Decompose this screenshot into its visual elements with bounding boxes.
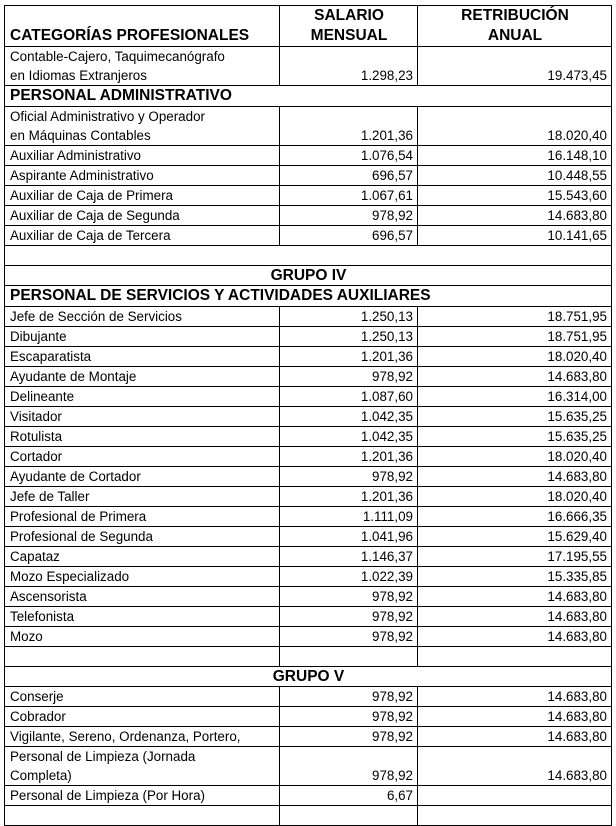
table-row xyxy=(5,707,612,727)
annual-cell: 18.020,40 xyxy=(418,347,612,367)
table-row xyxy=(5,367,612,387)
category-cell: Auxiliar de Caja de Tercera xyxy=(5,226,280,246)
group-header-row xyxy=(5,266,612,286)
category-cell: Contable-Cajero, Taquimecanógrafo en Idiomas Extranjeros xyxy=(5,47,280,86)
table-row xyxy=(5,407,612,427)
section-header-row xyxy=(5,86,612,107)
header-monthly-salary: SALARIO MENSUAL xyxy=(280,6,418,47)
category-cell: Jefe de Sección de Servicios xyxy=(5,307,280,327)
annual-cell: 19.473,45 xyxy=(418,47,612,86)
monthly-cell: 1.076,54 xyxy=(280,146,418,166)
annual-cell: 10.448,55 xyxy=(418,166,612,186)
table-row xyxy=(5,447,612,467)
monthly-cell: 1.041,96 xyxy=(280,527,418,547)
category-cell: Auxiliar de Caja de Segunda xyxy=(5,206,280,226)
monthly-cell: 1.201,36 xyxy=(280,487,418,507)
annual-cell: 18.751,95 xyxy=(418,307,612,327)
annual-cell: 14.683,80 xyxy=(418,206,612,226)
category-cell: Telefonista xyxy=(5,607,280,627)
section-title-services: PERSONAL DE SERVICIOS Y ACTIVIDADES AUXILIARES xyxy=(5,286,612,307)
category-cell: Oficial Administrativo y Operador en Máquinas Contables xyxy=(5,107,280,146)
monthly-cell: 978,92 xyxy=(280,206,418,226)
annual-cell: 15.635,25 xyxy=(418,427,612,447)
table-row xyxy=(5,687,612,707)
table-row xyxy=(5,727,612,747)
monthly-cell: 978,92 xyxy=(280,627,418,647)
monthly-cell: 1.087,60 xyxy=(280,387,418,407)
table-row xyxy=(5,547,612,567)
annual-cell: 18.020,40 xyxy=(418,447,612,467)
annual-cell: 16.314,00 xyxy=(418,387,612,407)
category-cell: Ascensorista xyxy=(5,587,280,607)
table-row xyxy=(5,307,612,327)
blank-row xyxy=(5,246,612,266)
annual-cell: 15.635,25 xyxy=(418,407,612,427)
monthly-cell: 978,92 xyxy=(280,607,418,627)
table-row xyxy=(5,427,612,447)
annual-cell xyxy=(418,786,612,806)
annual-cell: 17.195,55 xyxy=(418,547,612,567)
table-row xyxy=(5,747,612,786)
blank-cell xyxy=(5,806,280,826)
blank-cell xyxy=(280,806,418,826)
annual-cell: 14.683,80 xyxy=(418,607,612,627)
annual-cell: 14.683,80 xyxy=(418,687,612,707)
annual-cell: 14.683,80 xyxy=(418,367,612,387)
salary-table xyxy=(4,5,612,826)
table-row xyxy=(5,487,612,507)
table-row xyxy=(5,587,612,607)
monthly-cell: 978,92 xyxy=(280,467,418,487)
category-cell: Ayudante de Montaje xyxy=(5,367,280,387)
category-cell: Capataz xyxy=(5,547,280,567)
monthly-cell: 1.111,09 xyxy=(280,507,418,527)
annual-cell: 14.683,80 xyxy=(418,707,612,727)
monthly-cell: 1.201,36 xyxy=(280,447,418,467)
table-row xyxy=(5,186,612,206)
monthly-cell: 1.201,36 xyxy=(280,347,418,367)
annual-cell: 14.683,80 xyxy=(418,587,612,607)
monthly-cell: 696,57 xyxy=(280,226,418,246)
monthly-cell: 6,67 xyxy=(280,786,418,806)
annual-cell: 10.141,65 xyxy=(418,226,612,246)
table-row xyxy=(5,347,612,367)
monthly-cell: 696,57 xyxy=(280,166,418,186)
table-row xyxy=(5,527,612,547)
table-header-row xyxy=(5,6,612,47)
table-row xyxy=(5,146,612,166)
category-cell: Profesional de Primera xyxy=(5,507,280,527)
category-cell: Cortador xyxy=(5,447,280,467)
annual-cell: 14.683,80 xyxy=(418,727,612,747)
category-cell: Cobrador xyxy=(5,707,280,727)
monthly-cell: 978,92 xyxy=(280,747,418,786)
annual-cell: 15.335,85 xyxy=(418,567,612,587)
annual-cell: 15.629,40 xyxy=(418,527,612,547)
monthly-cell: 978,92 xyxy=(280,687,418,707)
table-row xyxy=(5,627,612,647)
table-row xyxy=(5,467,612,487)
header-category: CATEGORÍAS PROFESIONALES xyxy=(5,6,280,47)
table-row xyxy=(5,327,612,347)
monthly-cell: 978,92 xyxy=(280,707,418,727)
blank-cell xyxy=(418,647,612,667)
monthly-cell: 978,92 xyxy=(280,587,418,607)
category-cell: Auxiliar de Caja de Primera xyxy=(5,186,280,206)
table-row xyxy=(5,387,612,407)
monthly-cell: 1.201,36 xyxy=(280,107,418,146)
section-title-administrative: PERSONAL ADMINISTRATIVO xyxy=(5,86,612,107)
annual-cell: 18.020,40 xyxy=(418,107,612,146)
blank-row xyxy=(5,806,612,826)
table-row xyxy=(5,226,612,246)
table-row xyxy=(5,166,612,186)
monthly-cell: 1.022,39 xyxy=(280,567,418,587)
monthly-cell: 1.250,13 xyxy=(280,327,418,347)
category-cell: Escaparatista xyxy=(5,347,280,367)
monthly-cell: 978,92 xyxy=(280,367,418,387)
monthly-cell: 1.042,35 xyxy=(280,427,418,447)
monthly-cell: 1.146,37 xyxy=(280,547,418,567)
blank-cell xyxy=(5,647,280,667)
annual-cell: 16.666,35 xyxy=(418,507,612,527)
table-row xyxy=(5,47,612,86)
annual-cell: 18.751,95 xyxy=(418,327,612,347)
monthly-cell: 1.250,13 xyxy=(280,307,418,327)
category-cell: Profesional de Segunda xyxy=(5,527,280,547)
blank-cell xyxy=(418,806,612,826)
category-cell: Conserje xyxy=(5,687,280,707)
table-row xyxy=(5,786,612,806)
category-cell: Jefe de Taller xyxy=(5,487,280,507)
annual-cell: 18.020,40 xyxy=(418,487,612,507)
header-annual-retribution: RETRIBUCIÓN ANUAL xyxy=(418,6,612,47)
category-cell: Auxiliar Administrativo xyxy=(5,146,280,166)
blank-row xyxy=(5,647,612,667)
table-row xyxy=(5,607,612,627)
monthly-cell: 1.067,61 xyxy=(280,186,418,206)
monthly-cell: 978,92 xyxy=(280,727,418,747)
category-cell: Aspirante Administrativo xyxy=(5,166,280,186)
category-cell: Mozo xyxy=(5,627,280,647)
group-header-row xyxy=(5,667,612,687)
table-row xyxy=(5,507,612,527)
annual-cell: 14.683,80 xyxy=(418,747,612,786)
category-cell: Dibujante xyxy=(5,327,280,347)
group-title-v: GRUPO V xyxy=(5,667,612,687)
table-row xyxy=(5,107,612,146)
category-cell: Visitador xyxy=(5,407,280,427)
category-cell: Delineante xyxy=(5,387,280,407)
category-cell: Rotulista xyxy=(5,427,280,447)
category-cell: Personal de Limpieza (Jornada Completa) xyxy=(5,747,280,786)
monthly-cell: 1.042,35 xyxy=(280,407,418,427)
annual-cell: 14.683,80 xyxy=(418,467,612,487)
category-cell: Vigilante, Sereno, Ordenanza, Portero, xyxy=(5,727,280,747)
monthly-cell: 1.298,23 xyxy=(280,47,418,86)
annual-cell: 16.148,10 xyxy=(418,146,612,166)
category-cell: Ayudante de Cortador xyxy=(5,467,280,487)
blank-cell xyxy=(280,647,418,667)
blank-cell xyxy=(5,246,612,266)
category-cell: Mozo Especializado xyxy=(5,567,280,587)
annual-cell: 14.683,80 xyxy=(418,627,612,647)
section-header-row xyxy=(5,286,612,307)
category-cell: Personal de Limpieza (Por Hora) xyxy=(5,786,280,806)
table-row xyxy=(5,206,612,226)
table-row xyxy=(5,567,612,587)
annual-cell: 15.543,60 xyxy=(418,186,612,206)
group-title-iv: GRUPO IV xyxy=(5,266,612,286)
